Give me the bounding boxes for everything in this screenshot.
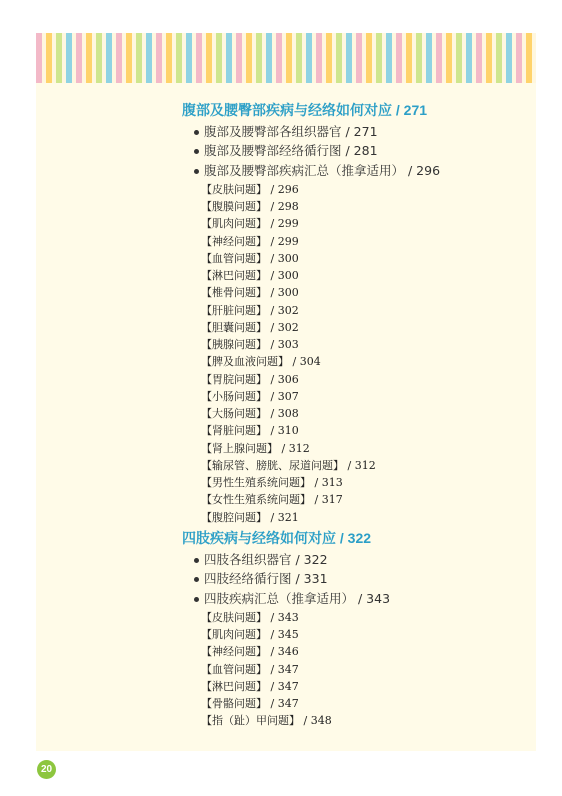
subitem-label: 淋巴问题: [212, 679, 256, 693]
subitem-page: / 304: [292, 355, 321, 369]
bracket-close: 】: [256, 679, 271, 693]
subitem-page: / 296: [270, 182, 299, 196]
toc-subitem[interactable]: [201, 457, 440, 474]
toc-subitem[interactable]: [201, 371, 440, 388]
subitem-label: 肝脏问题: [212, 303, 256, 317]
bracket-close: 】: [278, 355, 293, 369]
bracket-open: 【: [201, 269, 212, 283]
subitem-page: / 343: [270, 610, 299, 624]
subitem-page: / 300: [270, 269, 299, 283]
bracket-close: 】: [300, 493, 315, 507]
toc-subitem[interactable]: [201, 181, 440, 198]
toc-subitem[interactable]: [201, 353, 440, 370]
subitem-label: 椎骨问题: [212, 286, 256, 300]
bracket-close: 】: [256, 407, 271, 421]
toc-subitem[interactable]: [201, 319, 440, 336]
bullet-dot-icon: [194, 597, 199, 602]
subitem-label: 腹膜问题: [212, 200, 256, 214]
bracket-open: 【: [201, 679, 212, 693]
bracket-open: 【: [201, 610, 212, 624]
bullet-list: [182, 550, 390, 608]
bracket-open: 【: [201, 355, 212, 369]
bracket-open: 【: [201, 389, 212, 403]
bullet-dot-icon: [194, 558, 199, 563]
subitem-label: 男性生殖系统问题: [212, 476, 300, 490]
bracket-close: 】: [289, 714, 304, 728]
toc-subitem[interactable]: [201, 509, 440, 526]
bracket-close: 】: [256, 217, 271, 231]
toc-subitem[interactable]: [201, 198, 440, 215]
bullet-text: 四肢各组织器官 / 322: [204, 552, 328, 567]
subitem-label: 指（趾）甲问题: [212, 714, 289, 728]
subitem-page: / 298: [270, 200, 299, 214]
bracket-open: 【: [201, 476, 212, 490]
subitem-page: / 312: [347, 458, 376, 472]
toc-subitem[interactable]: [201, 422, 440, 439]
bracket-open: 【: [201, 182, 212, 196]
bracket-close: 】: [256, 338, 271, 352]
subitem-label: 大肠问题: [212, 407, 256, 421]
subitem-label: 肾脏问题: [212, 424, 256, 438]
subitem-page: / 347: [270, 679, 299, 693]
subitem-page: / 312: [281, 441, 310, 455]
toc-bullet-item[interactable]: [182, 122, 440, 141]
bracket-close: 】: [256, 662, 271, 676]
bullet-dot-icon: [194, 577, 199, 582]
toc-subitem[interactable]: [201, 712, 390, 729]
subitem-page: / 317: [314, 493, 343, 507]
toc-subitem[interactable]: [201, 405, 440, 422]
subitem-page: / 303: [270, 338, 299, 352]
bracket-open: 【: [201, 662, 212, 676]
bracket-close: 】: [256, 389, 271, 403]
bracket-close: 】: [256, 200, 271, 214]
bullet-text: 四肢疾病汇总（推拿适用） / 343: [204, 590, 391, 606]
subitem-page: / 348: [303, 714, 332, 728]
subitem-label: 皮肤问题: [212, 610, 256, 624]
subitem-page: / 310: [270, 424, 299, 438]
toc-subitem[interactable]: [201, 215, 440, 232]
bracket-open: 【: [201, 217, 212, 231]
subitem-label: 输尿管、膀胱、尿道问题: [212, 458, 333, 472]
subitem-page: / 300: [270, 286, 299, 300]
bracket-open: 【: [201, 286, 212, 300]
bracket-close: 】: [256, 251, 271, 265]
subitem-label: 血管问题: [212, 662, 256, 676]
bracket-close: 】: [256, 182, 271, 196]
toc-subitem[interactable]: [201, 609, 390, 626]
toc-section-abdomen: [182, 101, 440, 526]
bracket-close: 】: [256, 269, 271, 283]
toc-subitem[interactable]: [201, 302, 440, 319]
subitem-page: / 347: [270, 697, 299, 711]
bracket-open: 【: [201, 338, 212, 352]
bracket-open: 【: [201, 458, 212, 472]
bullet-text: 四肢经络循行图 / 331: [204, 571, 328, 587]
bracket-close: 】: [256, 286, 271, 300]
subitem-page: / 302: [270, 320, 299, 334]
bracket-open: 【: [201, 510, 212, 524]
subitem-label: 神经问题: [212, 234, 256, 248]
toc-subitem[interactable]: [201, 233, 440, 250]
toc-subitem[interactable]: [201, 284, 440, 301]
subitem-label: 胰腺问题: [212, 338, 256, 352]
bracket-close: 】: [256, 372, 271, 386]
subitem-label: 胆囊问题: [212, 320, 256, 334]
bullet-text: 腹部及腰臀部各组织器官 / 271: [204, 124, 378, 139]
bullet-dot-icon: [194, 130, 199, 135]
bracket-open: 【: [201, 234, 212, 248]
bracket-open: 【: [201, 303, 212, 317]
bracket-close: 】: [333, 458, 348, 472]
subitem-page: / 308: [270, 407, 299, 421]
toc-subitem[interactable]: [201, 474, 440, 491]
toc-subitem[interactable]: [201, 643, 390, 660]
bracket-close: 】: [256, 645, 271, 659]
section-heading[interactable]: 腹部及腰臀部疾病与经络如何对应 / 271: [182, 102, 428, 118]
decorative-stripe-banner: [36, 33, 536, 83]
bracket-close: 】: [256, 303, 271, 317]
subitem-label: 肾上腺问题: [212, 441, 267, 455]
bracket-open: 【: [201, 714, 212, 728]
bracket-close: 】: [256, 610, 271, 624]
subitem-label: 肌肉问题: [212, 217, 256, 231]
toc-bullet-item[interactable]: [182, 589, 390, 608]
toc-subitem[interactable]: [201, 250, 440, 267]
subitem-page: / 307: [270, 389, 299, 403]
toc-subitem[interactable]: [201, 491, 440, 508]
page-number-badge: 20: [37, 760, 56, 779]
bullet-list: [182, 122, 440, 180]
subitem-page: / 321: [270, 510, 299, 524]
subitem-list: [201, 181, 440, 526]
subitem-page: / 313: [314, 476, 343, 490]
bracket-close: 】: [256, 628, 271, 642]
bracket-close: 】: [256, 320, 271, 334]
bracket-open: 【: [201, 407, 212, 421]
subitem-label: 女性生殖系统问题: [212, 493, 300, 507]
bracket-open: 【: [201, 441, 212, 455]
toc-subitem[interactable]: [201, 626, 390, 643]
toc-subitem[interactable]: [201, 388, 440, 405]
toc-subitem[interactable]: [201, 336, 440, 353]
subitem-label: 小肠问题: [212, 389, 256, 403]
subitem-list: [201, 609, 390, 730]
subitem-page: / 345: [270, 628, 299, 642]
subitem-label: 皮肤问题: [212, 182, 256, 196]
bracket-open: 【: [201, 493, 212, 507]
bracket-open: 【: [201, 200, 212, 214]
bracket-close: 】: [256, 424, 271, 438]
subitem-label: 腹腔问题: [212, 510, 256, 524]
subitem-page: / 346: [270, 645, 299, 659]
bullet-text: 腹部及腰臀部疾病汇总（推拿适用） / 296: [204, 162, 441, 178]
bullet-text: 腹部及腰臀部经络循行图 / 281: [204, 143, 378, 159]
subitem-label: 神经问题: [212, 645, 256, 659]
toc-subitem[interactable]: [201, 678, 390, 695]
subitem-page: / 306: [270, 372, 299, 386]
subitem-label: 淋巴问题: [212, 269, 256, 283]
bracket-open: 【: [201, 251, 212, 265]
bullet-dot-icon: [194, 169, 199, 174]
bullet-dot-icon: [194, 149, 199, 154]
bracket-open: 【: [201, 697, 212, 711]
subitem-page: / 302: [270, 303, 299, 317]
toc-subitem[interactable]: [201, 661, 390, 678]
bracket-close: 】: [256, 697, 271, 711]
subitem-page: / 299: [270, 234, 299, 248]
toc-bullet-item[interactable]: [182, 569, 390, 588]
subitem-label: 骨骼问题: [212, 697, 256, 711]
subitem-page: / 347: [270, 662, 299, 676]
subitem-label: 肌肉问题: [212, 628, 256, 642]
bracket-open: 【: [201, 424, 212, 438]
bracket-close: 】: [256, 510, 271, 524]
toc-section-limbs: [182, 529, 390, 730]
toc-subitem[interactable]: [201, 267, 440, 284]
subitem-label: 胃脘问题: [212, 372, 256, 386]
toc-subitem[interactable]: [201, 695, 390, 712]
bracket-open: 【: [201, 372, 212, 386]
bracket-close: 】: [267, 441, 282, 455]
toc-bullet-item[interactable]: [182, 141, 440, 160]
section-heading[interactable]: 四肢疾病与经络如何对应 / 322: [182, 530, 372, 546]
subitem-page: / 300: [270, 251, 299, 265]
subitem-label: 血管问题: [212, 251, 256, 265]
bracket-close: 】: [300, 476, 315, 490]
toc-subitem[interactable]: [201, 440, 440, 457]
subitem-label: 脾及血液问题: [212, 355, 278, 369]
bracket-open: 【: [201, 320, 212, 334]
toc-bullet-item[interactable]: [182, 550, 390, 569]
bracket-open: 【: [201, 645, 212, 659]
bracket-close: 】: [256, 234, 271, 248]
toc-bullet-item[interactable]: [182, 161, 440, 180]
subitem-page: / 299: [270, 217, 299, 231]
bracket-open: 【: [201, 628, 212, 642]
